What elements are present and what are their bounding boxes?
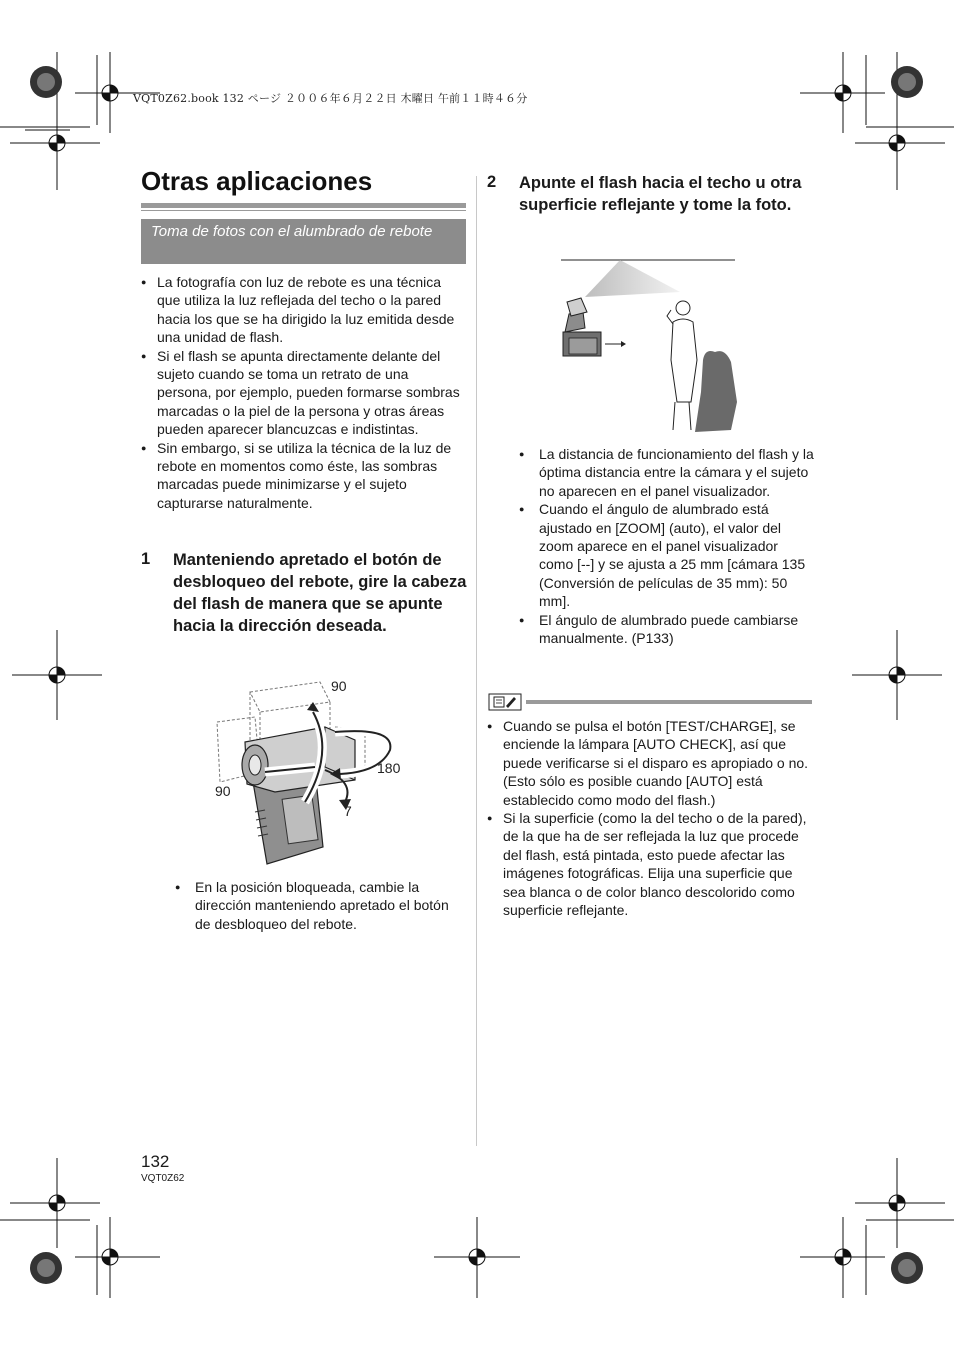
title-underline-thin [141, 210, 466, 211]
section-heading: Toma de fotos con el alumbrado de rebote [141, 219, 466, 264]
step-2-number: 2 [487, 173, 497, 191]
print-header: VQT0Z62.book 132 ページ ２００６年６月２２日 木曜日 午前１１時４６分 [133, 92, 528, 105]
title-underline [141, 203, 466, 208]
page-number: 132 [141, 1152, 170, 1171]
notes-divider [526, 700, 812, 704]
notes-bullet-list [487, 717, 812, 919]
step-1-text: Manteniendo apretado el botón de desbloqueo del rebote, gire la cabeza del flash de manera que se apunte hacia la dirección deseada. [173, 551, 467, 635]
memo-note-icon [488, 693, 522, 711]
angle-label-top: 90 [331, 678, 347, 694]
list-item: ● El ángulo de alumbrado puede cambiarse manualmente. (P133) [519, 611, 814, 648]
angle-label-right: 180 [377, 760, 401, 776]
angle-label-bottom: 7 [344, 803, 352, 819]
step-2-bullet-list [519, 445, 814, 647]
page-title: Otras aplicaciones [141, 166, 373, 196]
step-1-number: 1 [141, 550, 151, 568]
step-2-text: Apunte el flash hacia el techo u otra superficie reflejante y tome la foto. [519, 174, 802, 214]
list-item: ● Cuando el ángulo de alumbrado está ajustado en [ZOOM] (auto), el valor del zoom aparece en el panel visualizador como [--] y se ajusta a 25 mm [cámara 135 (Conversión de películas de 35 mm): 50 mm]. [519, 500, 814, 610]
list-item: ● Sin embargo, si se utiliza la técnica de la luz de rebote en momentos como éste, las sombras marcadas puede minimizarse y el sujeto capturarse naturalmente. [141, 439, 466, 513]
angle-label-left: 90 [215, 783, 231, 799]
list-item: ● Si el flash se apunta directamente delante del sujeto cuando se toma un retrato de una persona, por ejemplo, pueden formarse sombras marcadas o la piel de la persona y otras áreas pueden aparecer blancuzcas e indistintas. [141, 347, 466, 439]
list-item: ● La fotografía con luz de rebote es una técnica que utiliza la luz reflejada del techo o la pared hacia los que se ha dirigido la luz emitida desde una unidad de flash. [141, 273, 466, 347]
list-item: ● La distancia de funcionamiento del flash y la óptima distancia entre la cámara y el sujeto no aparecen en el panel visualizador. [519, 445, 814, 500]
list-item: ● Cuando se pulsa el botón [TEST/CHARGE], se enciende la lámpara [AUTO CHECK], así que puede verificarse si el disparo es apropiado o no. (Esto sólo es posible cuando [AUTO] está establecido como modo del flash.) [487, 717, 812, 809]
column-divider [476, 176, 477, 1146]
bounce-flash-illustration [555, 252, 745, 437]
model-code: VQT0Z62 [141, 1173, 185, 1184]
intro-bullet-list [141, 273, 466, 512]
list-item: ● Si la superficie (como la del techo o de la pared), de la que ha de ser reflejada la luz que procede del flash, está pintada, esto puede afectar las imágenes fotográficas. Elija una superficie que sea blanca o de color blanco descolorido como superficie reflejante. [487, 809, 812, 919]
step-1-bullet-list [175, 878, 467, 933]
list-item: ● En la posición bloqueada, cambie la dirección manteniendo apretado el botón de desbloqueo del rebote. [175, 878, 467, 933]
